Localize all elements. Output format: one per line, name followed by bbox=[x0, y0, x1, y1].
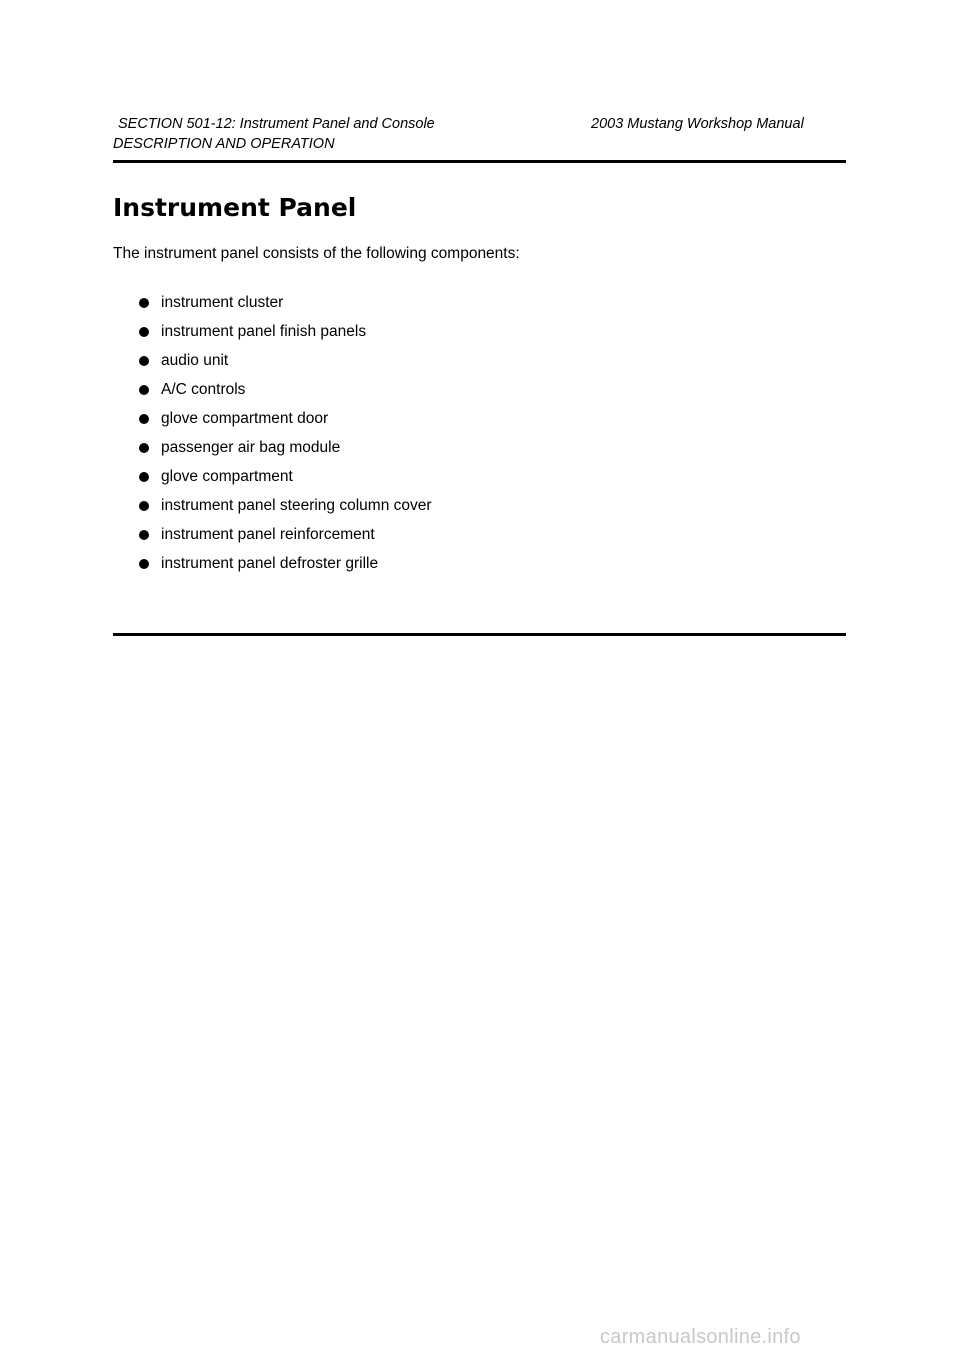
list-item bbox=[139, 410, 432, 439]
bullet-icon bbox=[139, 298, 149, 308]
list-item bbox=[139, 526, 432, 555]
list-item-label: glove compartment bbox=[161, 468, 293, 485]
list-item-label: A/C controls bbox=[161, 381, 246, 398]
list-item bbox=[139, 323, 432, 352]
header-subheading: DESCRIPTION AND OPERATION bbox=[113, 136, 335, 152]
bullet-icon bbox=[139, 356, 149, 366]
list-item-label: instrument cluster bbox=[161, 294, 284, 311]
list-item bbox=[139, 352, 432, 381]
bullet-icon bbox=[139, 501, 149, 511]
bullet-icon bbox=[139, 414, 149, 424]
bullet-icon bbox=[139, 530, 149, 540]
intro-text: The instrument panel consists of the following components: bbox=[113, 245, 520, 262]
page-title: Instrument Panel bbox=[113, 193, 357, 222]
bullet-icon bbox=[139, 385, 149, 395]
list-item-label: glove compartment door bbox=[161, 410, 329, 427]
list-item bbox=[139, 294, 432, 323]
bullet-icon bbox=[139, 443, 149, 453]
list-item bbox=[139, 439, 432, 468]
list-item bbox=[139, 381, 432, 410]
bullet-icon bbox=[139, 327, 149, 337]
bullet-icon bbox=[139, 559, 149, 569]
list-item-label: instrument panel steering column cover bbox=[161, 497, 432, 514]
list-item bbox=[139, 555, 432, 584]
watermark: carmanualsonline.info bbox=[600, 1326, 801, 1348]
page-header bbox=[113, 115, 846, 163]
footer-divider bbox=[113, 633, 846, 636]
header-section-title: SECTION 501-12: Instrument Panel and Console bbox=[118, 116, 435, 132]
list-item-label: audio unit bbox=[161, 352, 229, 369]
header-divider bbox=[113, 160, 846, 163]
bullet-icon bbox=[139, 472, 149, 482]
list-item-label: passenger air bag module bbox=[161, 439, 341, 456]
list-item-label: instrument panel finish panels bbox=[161, 323, 367, 340]
list-item bbox=[139, 468, 432, 497]
header-manual-title: 2003 Mustang Workshop Manual bbox=[591, 116, 804, 132]
list-item bbox=[139, 497, 432, 526]
component-list bbox=[139, 294, 432, 584]
list-item-label: instrument panel reinforcement bbox=[161, 526, 375, 543]
list-item-label: instrument panel defroster grille bbox=[161, 555, 379, 572]
